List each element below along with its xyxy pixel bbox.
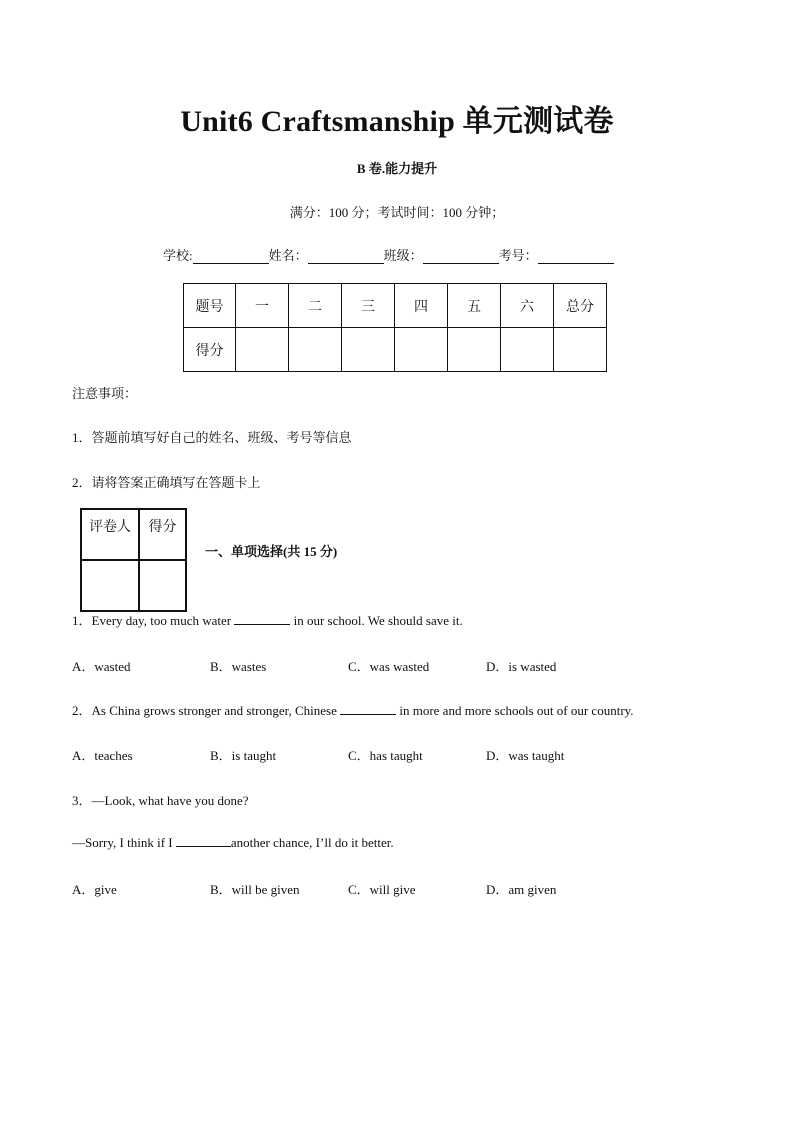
option-b[interactable]: B．is taught [210, 748, 277, 763]
score-header-cell: 五 [448, 284, 501, 328]
student-info-line [163, 245, 614, 264]
class-label: 班级： [383, 248, 423, 263]
question-text: —Sorry, I think if I [72, 835, 176, 850]
section-heading: 一、单项选择(共 15 分) [205, 544, 338, 559]
question-text: another chance, I’ll do it better. [230, 835, 394, 850]
score-header-cell: 六 [501, 284, 554, 328]
option-d[interactable]: D．am given [486, 882, 557, 897]
school-label: 学校: [163, 248, 193, 263]
note-item: 1．答题前填写好自己的姓名、班级、考号等信息 [72, 430, 352, 445]
option-c[interactable]: C．has taught [348, 748, 423, 763]
name-blank[interactable] [308, 249, 384, 264]
question-text: in our school. We should save it. [290, 613, 463, 628]
question-stem [72, 610, 463, 629]
name-label: 姓名： [268, 248, 308, 263]
score-cell[interactable] [501, 328, 554, 372]
option-d[interactable]: D．is wasted [486, 659, 557, 674]
score-row-label: 得分 [184, 328, 236, 372]
answer-blank[interactable] [176, 834, 231, 847]
score-header-cell: 三 [342, 284, 395, 328]
option-b[interactable]: B．will be given [210, 882, 300, 897]
question-stem [72, 700, 634, 719]
question-stem [72, 834, 394, 851]
score-cell[interactable] [236, 328, 289, 372]
score-header-cell: 总分 [554, 284, 607, 328]
answer-blank[interactable] [234, 612, 290, 625]
option-b[interactable]: B．wastes [210, 659, 267, 674]
page-title: Unit6 Craftsmanship 单元测试卷 [180, 105, 614, 138]
question-text: 2．As China grows stronger and stronger, Chinese [72, 703, 341, 718]
question-text: in more and more schools out of our country. [396, 703, 634, 718]
answer-blank[interactable] [340, 702, 396, 715]
score-cell[interactable] [554, 328, 607, 372]
option-a[interactable]: A．give [72, 882, 117, 897]
score-header-cell: 四 [395, 284, 448, 328]
paper-subtitle: B 卷.能力提升 [356, 161, 438, 176]
option-c[interactable]: C．will give [348, 882, 416, 897]
score-header-cell: 一 [236, 284, 289, 328]
question-text: 1．Every day, too much water [72, 613, 235, 628]
score-header-cell: 题号 [184, 284, 236, 328]
score-cell[interactable] [289, 328, 342, 372]
option-d[interactable]: D．was taught [486, 748, 565, 763]
score-header-cell: 二 [289, 284, 342, 328]
score-table-header-row [184, 284, 607, 328]
number-label: 考号： [498, 248, 538, 263]
note-item: 2．请将答案正确填写在答题卡上 [72, 475, 261, 490]
number-blank[interactable] [538, 249, 614, 264]
score-cell[interactable] [342, 328, 395, 372]
grader-score-cell[interactable] [139, 560, 186, 611]
question-stem: 3．—Look, what have you done? [72, 793, 249, 808]
school-blank[interactable] [193, 249, 269, 264]
score-cell[interactable] [448, 328, 501, 372]
score-table-score-row [184, 328, 607, 372]
option-c[interactable]: C．was wasted [348, 659, 430, 674]
grader-reviewer-cell[interactable] [81, 560, 139, 611]
option-a[interactable]: A．teaches [72, 748, 133, 763]
notes-heading: 注意事项： [72, 386, 138, 401]
grader-reviewer-label: 评卷人 [81, 509, 139, 560]
exam-meta: 满分：100 分；考试时间：100 分钟； [289, 205, 505, 220]
score-table [183, 283, 607, 372]
option-a[interactable]: A．wasted [72, 659, 131, 674]
class-blank[interactable] [423, 249, 499, 264]
grader-table [80, 508, 187, 612]
grader-score-label: 得分 [139, 509, 186, 560]
score-cell[interactable] [395, 328, 448, 372]
